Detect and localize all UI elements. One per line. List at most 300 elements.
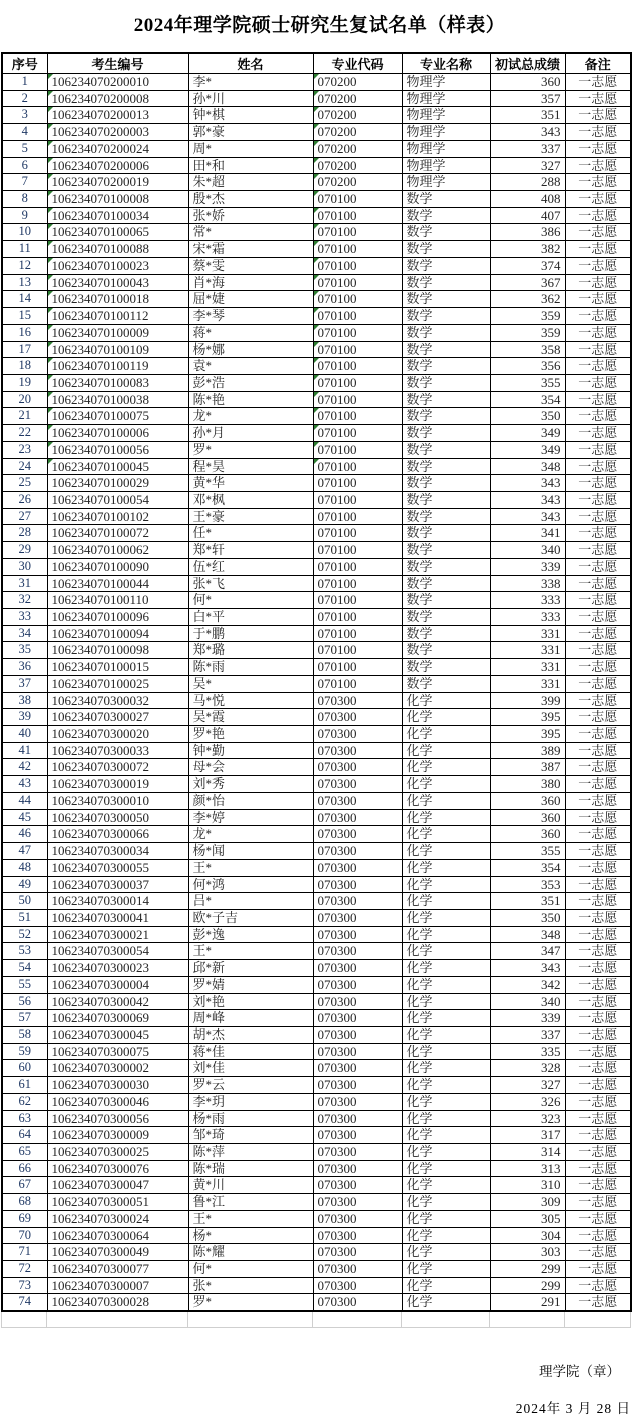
cell-major-code: 070300	[313, 1194, 402, 1211]
cell-score: 349	[490, 425, 565, 442]
cell-no: 64	[2, 1127, 47, 1144]
cell-name: 陈*耀	[188, 1244, 313, 1261]
cell-score: 339	[490, 558, 565, 575]
cell-candidate-id: 106234070300056	[47, 1110, 188, 1127]
green-triangle-icon	[48, 191, 53, 196]
cell-major-name: 化学	[402, 926, 490, 943]
cell-name: 张*娇	[188, 207, 313, 224]
header-candidate-id: 考生编号	[47, 53, 188, 74]
cell-major-name: 化学	[402, 909, 490, 926]
cell-remark: 一志愿	[565, 107, 631, 124]
table-row	[2, 157, 631, 174]
cell-remark: 一志愿	[565, 926, 631, 943]
table-row	[2, 876, 631, 893]
cell-name: 罗*婧	[188, 976, 313, 993]
table-row	[2, 1294, 631, 1311]
cell-no: 26	[2, 491, 47, 508]
cell-remark: 一志愿	[565, 257, 631, 274]
cell-major-name: 化学	[402, 843, 490, 860]
cell-no: 2	[2, 90, 47, 107]
cell-major-code: 070100	[313, 224, 402, 241]
cell-score: 333	[490, 592, 565, 609]
green-triangle-icon	[314, 258, 319, 263]
cell-no: 6	[2, 157, 47, 174]
green-triangle-icon	[314, 425, 319, 430]
cell-remark: 一志愿	[565, 659, 631, 676]
cell-name: 母*会	[188, 759, 313, 776]
cell-score: 350	[490, 909, 565, 926]
cell-no: 71	[2, 1244, 47, 1261]
cell-major-name: 数学	[402, 642, 490, 659]
table-row	[2, 542, 631, 559]
cell-score: 299	[490, 1277, 565, 1294]
cell-remark: 一志愿	[565, 291, 631, 308]
header-row	[2, 53, 631, 74]
table-row	[2, 358, 631, 375]
cell-candidate-id: 106234070300028	[47, 1294, 188, 1311]
cell-name: 罗*	[188, 441, 313, 458]
cell-no: 7	[2, 174, 47, 191]
cell-major-name: 化学	[402, 1277, 490, 1294]
cell-major-code: 070300	[313, 1060, 402, 1077]
header-name: 姓名	[188, 53, 313, 74]
table-row	[2, 508, 631, 525]
cell-candidate-id: 106234070300019	[47, 776, 188, 793]
cell-candidate-id: 106234070300025	[47, 1144, 188, 1161]
cell-score: 317	[490, 1127, 565, 1144]
cell-no: 10	[2, 224, 47, 241]
cell-remark: 一志愿	[565, 525, 631, 542]
cell-no: 34	[2, 625, 47, 642]
cell-candidate-id: 106234070300072	[47, 759, 188, 776]
cell-candidate-id: 106234070300077	[47, 1261, 188, 1278]
table-row	[2, 207, 631, 224]
cell-no: 42	[2, 759, 47, 776]
cell-score: 335	[490, 1043, 565, 1060]
cell-major-code: 070300	[313, 826, 402, 843]
cell-major-name: 化学	[402, 776, 490, 793]
cell-major-name: 物理学	[402, 174, 490, 191]
table-row	[2, 107, 631, 124]
cell-name: 鲁*江	[188, 1194, 313, 1211]
cell-remark: 一志愿	[565, 759, 631, 776]
cell-remark: 一志愿	[565, 157, 631, 174]
cell-remark: 一志愿	[565, 341, 631, 358]
cell-candidate-id: 106234070300023	[47, 960, 188, 977]
cell-remark: 一志愿	[565, 491, 631, 508]
cell-no: 52	[2, 926, 47, 943]
cell-remark: 一志愿	[565, 1127, 631, 1144]
cell-score: 355	[490, 374, 565, 391]
cell-remark: 一志愿	[565, 241, 631, 258]
cell-candidate-id: 106234070300064	[47, 1227, 188, 1244]
cell-remark: 一志愿	[565, 809, 631, 826]
page-title: 2024年理学院硕士研究生复试名单（样表）	[133, 15, 506, 36]
cell-name: 陈*萍	[188, 1144, 313, 1161]
table-row	[2, 1144, 631, 1161]
table-row	[2, 425, 631, 442]
cell-candidate-id: 106234070300076	[47, 1160, 188, 1177]
cell-major-code: 070100	[313, 491, 402, 508]
table-row	[2, 441, 631, 458]
cell-no: 27	[2, 508, 47, 525]
cell-name: 罗*	[188, 1294, 313, 1311]
cell-score: 353	[490, 876, 565, 893]
cell-major-code: 070300	[313, 1244, 402, 1261]
cell-major-code: 070300	[313, 1043, 402, 1060]
cell-major-code: 070200	[313, 74, 402, 91]
cell-candidate-id: 106234070300051	[47, 1194, 188, 1211]
cell-score: 331	[490, 675, 565, 692]
cell-major-code: 070300	[313, 1127, 402, 1144]
cell-major-code: 070100	[313, 341, 402, 358]
header-score: 初试总成绩	[490, 53, 565, 74]
cell-remark: 一志愿	[565, 124, 631, 141]
cell-name: 张*	[188, 1277, 313, 1294]
table-row	[2, 960, 631, 977]
cell-major-code: 070300	[313, 859, 402, 876]
cell-name: 陈*雨	[188, 659, 313, 676]
table-row	[2, 391, 631, 408]
table-row	[2, 809, 631, 826]
table-row	[2, 1026, 631, 1043]
cell-major-name: 数学	[402, 575, 490, 592]
cell-major-name: 数学	[402, 341, 490, 358]
cell-remark: 一志愿	[565, 475, 631, 492]
cell-major-name: 数学	[402, 558, 490, 575]
cell-major-name: 化学	[402, 1077, 490, 1094]
cell-candidate-id: 106234070100009	[47, 324, 188, 341]
table-row	[2, 558, 631, 575]
cell-score: 339	[490, 1010, 565, 1027]
cell-candidate-id: 106234070100038	[47, 391, 188, 408]
cell-candidate-id: 106234070300027	[47, 709, 188, 726]
cell-candidate-id: 106234070300045	[47, 1026, 188, 1043]
table-row	[2, 1244, 631, 1261]
cell-major-name: 物理学	[402, 124, 490, 141]
cell-name: 王*	[188, 943, 313, 960]
cell-score: 355	[490, 843, 565, 860]
table-row	[2, 174, 631, 191]
cell-candidate-id: 106234070300002	[47, 1060, 188, 1077]
cell-no: 72	[2, 1261, 47, 1278]
cell-no: 57	[2, 1010, 47, 1027]
cell-name: 钟*勤	[188, 742, 313, 759]
cell-no: 62	[2, 1093, 47, 1110]
cell-major-name: 数学	[402, 257, 490, 274]
cell-name: 李*婷	[188, 809, 313, 826]
cell-no: 59	[2, 1043, 47, 1060]
cell-score: 343	[490, 124, 565, 141]
cell-candidate-id: 106234070100034	[47, 207, 188, 224]
cell-major-code: 070300	[313, 692, 402, 709]
cell-candidate-id: 106234070100075	[47, 408, 188, 425]
table-row	[2, 1077, 631, 1094]
cell-major-code: 070100	[313, 425, 402, 442]
cell-remark: 一志愿	[565, 592, 631, 609]
cell-major-code: 070200	[313, 157, 402, 174]
table-header	[2, 53, 631, 74]
green-triangle-icon	[314, 208, 319, 213]
cell-score: 395	[490, 709, 565, 726]
cell-name: 胡*杰	[188, 1026, 313, 1043]
cell-no: 5	[2, 140, 47, 157]
cell-no: 11	[2, 241, 47, 258]
cell-no: 14	[2, 291, 47, 308]
cell-remark: 一志愿	[565, 859, 631, 876]
cell-score: 313	[490, 1160, 565, 1177]
cell-major-code: 070300	[313, 1177, 402, 1194]
cell-name: 龙*	[188, 408, 313, 425]
cell-name: 刘*秀	[188, 776, 313, 793]
cell-name: 马*悦	[188, 692, 313, 709]
green-triangle-icon	[48, 258, 53, 263]
cell-major-name: 化学	[402, 1244, 490, 1261]
cell-major-name: 数学	[402, 274, 490, 291]
cell-major-code: 070100	[313, 558, 402, 575]
cell-major-code: 070100	[313, 391, 402, 408]
green-triangle-icon	[48, 408, 53, 413]
green-triangle-icon	[48, 442, 53, 447]
cell-name: 殷*杰	[188, 191, 313, 208]
cell-major-name: 化学	[402, 1043, 490, 1060]
table-row	[2, 893, 631, 910]
cell-major-name: 数学	[402, 525, 490, 542]
table-row	[2, 926, 631, 943]
cell-major-name: 数学	[402, 241, 490, 258]
cell-major-name: 化学	[402, 759, 490, 776]
table-row	[2, 458, 631, 475]
cell-remark: 一志愿	[565, 558, 631, 575]
cell-score: 343	[490, 508, 565, 525]
cell-candidate-id: 106234070100025	[47, 675, 188, 692]
cell-candidate-id: 106234070200024	[47, 140, 188, 157]
cell-score: 356	[490, 358, 565, 375]
table-row	[2, 1127, 631, 1144]
green-triangle-icon	[314, 107, 319, 112]
cell-no: 46	[2, 826, 47, 843]
table-row	[2, 1093, 631, 1110]
cell-major-code: 070100	[313, 408, 402, 425]
cell-name: 周*	[188, 140, 313, 157]
cell-major-name: 数学	[402, 358, 490, 375]
table-row	[2, 692, 631, 709]
cell-score: 328	[490, 1060, 565, 1077]
cell-major-name: 数学	[402, 659, 490, 676]
cell-no: 4	[2, 124, 47, 141]
cell-candidate-id: 106234070300054	[47, 943, 188, 960]
cell-major-code: 070300	[313, 809, 402, 826]
cell-major-code: 070300	[313, 843, 402, 860]
cell-name: 王*	[188, 859, 313, 876]
cell-no: 38	[2, 692, 47, 709]
cell-candidate-id: 106234070300041	[47, 909, 188, 926]
cell-major-code: 070100	[313, 241, 402, 258]
cell-candidate-id: 106234070300069	[47, 1010, 188, 1027]
cell-major-name: 化学	[402, 943, 490, 960]
cell-no: 70	[2, 1227, 47, 1244]
cell-remark: 一志愿	[565, 960, 631, 977]
cell-major-name: 数学	[402, 425, 490, 442]
cell-name: 程*昊	[188, 458, 313, 475]
table-row	[2, 374, 631, 391]
green-triangle-icon	[314, 91, 319, 96]
cell-name: 杨*	[188, 1227, 313, 1244]
cell-candidate-id: 106234070300034	[47, 843, 188, 860]
green-triangle-icon	[48, 459, 53, 464]
cell-no: 74	[2, 1294, 47, 1311]
cell-major-name: 化学	[402, 993, 490, 1010]
cell-major-code: 070300	[313, 1010, 402, 1027]
table-row	[2, 90, 631, 107]
cell-remark: 一志愿	[565, 742, 631, 759]
cell-candidate-id: 106234070300075	[47, 1043, 188, 1060]
cell-remark: 一志愿	[565, 1210, 631, 1227]
cell-major-code: 070300	[313, 893, 402, 910]
green-triangle-icon	[48, 275, 53, 280]
college-seal-line: 理学院（章）	[539, 1364, 620, 1380]
table-row	[2, 1227, 631, 1244]
cell-major-code: 070300	[313, 759, 402, 776]
cell-major-code: 070300	[313, 742, 402, 759]
cell-candidate-id: 106234070100056	[47, 441, 188, 458]
cell-name: 孙*川	[188, 90, 313, 107]
table-row	[2, 943, 631, 960]
cell-major-code: 070300	[313, 1277, 402, 1294]
cell-remark: 一志愿	[565, 876, 631, 893]
cell-name: 李*玥	[188, 1093, 313, 1110]
cell-score: 340	[490, 542, 565, 559]
cell-major-name: 数学	[402, 675, 490, 692]
cell-score: 331	[490, 642, 565, 659]
cell-candidate-id: 106234070100062	[47, 542, 188, 559]
cell-major-name: 物理学	[402, 140, 490, 157]
cell-candidate-id: 106234070100098	[47, 642, 188, 659]
cell-major-name: 数学	[402, 592, 490, 609]
cell-major-code: 070100	[313, 308, 402, 325]
cell-major-name: 化学	[402, 1144, 490, 1161]
cell-candidate-id: 106234070300020	[47, 726, 188, 743]
green-triangle-icon	[314, 141, 319, 146]
green-triangle-icon	[314, 308, 319, 313]
cell-major-name: 化学	[402, 960, 490, 977]
cell-candidate-id: 106234070100044	[47, 575, 188, 592]
cell-remark: 一志愿	[565, 893, 631, 910]
cell-remark: 一志愿	[565, 191, 631, 208]
cell-name: 吴*	[188, 675, 313, 692]
green-triangle-icon	[48, 325, 53, 330]
cell-score: 351	[490, 893, 565, 910]
cell-name: 郑*璐	[188, 642, 313, 659]
cell-major-code: 070100	[313, 659, 402, 676]
cell-name: 于*鹏	[188, 625, 313, 642]
cell-remark: 一志愿	[565, 826, 631, 843]
cell-major-name: 数学	[402, 207, 490, 224]
cell-score: 380	[490, 776, 565, 793]
cell-major-name: 化学	[402, 826, 490, 843]
cell-name: 刘*艳	[188, 993, 313, 1010]
cell-major-code: 070100	[313, 374, 402, 391]
cell-major-code: 070200	[313, 107, 402, 124]
table-row	[2, 625, 631, 642]
cell-remark: 一志愿	[565, 1194, 631, 1211]
cell-score: 310	[490, 1177, 565, 1194]
cell-remark: 一志愿	[565, 609, 631, 626]
cell-no: 12	[2, 257, 47, 274]
cell-major-name: 化学	[402, 1294, 490, 1311]
cell-score: 362	[490, 291, 565, 308]
cell-major-name: 化学	[402, 893, 490, 910]
cell-score: 323	[490, 1110, 565, 1127]
header-remark: 备注	[565, 53, 631, 74]
cell-remark: 一志愿	[565, 943, 631, 960]
cell-score: 359	[490, 324, 565, 341]
cell-remark: 一志愿	[565, 425, 631, 442]
cell-name: 宋*霜	[188, 241, 313, 258]
cell-major-code: 070100	[313, 458, 402, 475]
cell-major-code: 070100	[313, 257, 402, 274]
cell-remark: 一志愿	[565, 90, 631, 107]
cell-no: 24	[2, 458, 47, 475]
green-triangle-icon	[314, 342, 319, 347]
cell-candidate-id: 106234070300030	[47, 1077, 188, 1094]
cell-name: 陈*瑞	[188, 1160, 313, 1177]
cell-no: 73	[2, 1277, 47, 1294]
cell-candidate-id: 106234070300032	[47, 692, 188, 709]
cell-score: 389	[490, 742, 565, 759]
cell-major-code: 070100	[313, 642, 402, 659]
cell-score: 357	[490, 90, 565, 107]
table-row	[2, 257, 631, 274]
green-triangle-icon	[314, 174, 319, 179]
cell-score: 309	[490, 1194, 565, 1211]
cell-no: 65	[2, 1144, 47, 1161]
cell-major-code: 070300	[313, 993, 402, 1010]
cell-major-name: 化学	[402, 742, 490, 759]
cell-remark: 一志愿	[565, 408, 631, 425]
table-row	[2, 976, 631, 993]
green-triangle-icon	[48, 241, 53, 246]
table-row	[2, 491, 631, 508]
cell-candidate-id: 106234070100054	[47, 491, 188, 508]
table-row	[2, 709, 631, 726]
table-row	[2, 1060, 631, 1077]
cell-major-name: 数学	[402, 391, 490, 408]
cell-name: 杨*娜	[188, 341, 313, 358]
cell-name: 田*和	[188, 157, 313, 174]
cell-major-code: 070200	[313, 124, 402, 141]
cell-major-code: 070100	[313, 508, 402, 525]
cell-major-name: 化学	[402, 1093, 490, 1110]
cell-candidate-id: 106234070100018	[47, 291, 188, 308]
cell-candidate-id: 106234070100096	[47, 609, 188, 626]
cell-score: 314	[490, 1144, 565, 1161]
table-row	[2, 726, 631, 743]
table-row	[2, 742, 631, 759]
table-row	[2, 1194, 631, 1211]
cell-major-code: 070300	[313, 960, 402, 977]
cell-score: 354	[490, 391, 565, 408]
cell-major-name: 数学	[402, 224, 490, 241]
cell-name: 蒋*佳	[188, 1043, 313, 1060]
table-row	[2, 642, 631, 659]
cell-remark: 一志愿	[565, 274, 631, 291]
table-row	[2, 592, 631, 609]
header-major-code: 专业代码	[313, 53, 402, 74]
cell-remark: 一志愿	[565, 675, 631, 692]
cell-no: 25	[2, 475, 47, 492]
cell-score: 348	[490, 926, 565, 943]
